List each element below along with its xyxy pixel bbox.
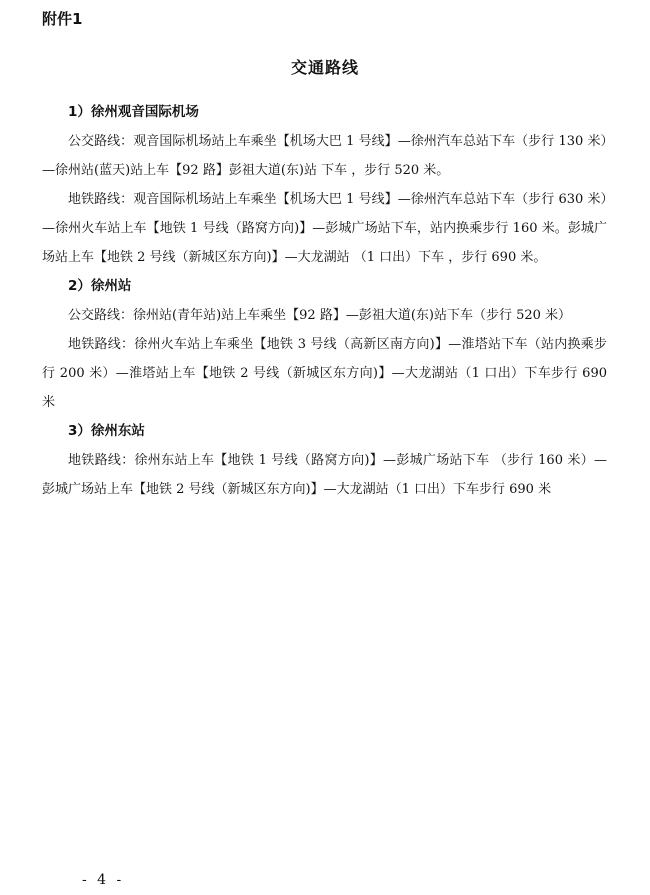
section-heading-xuzhou-east-station: 3）徐州东站 xyxy=(68,423,145,439)
airport-metro-route: 地铁路线：观音国际机场站上车乘坐【机场大巴 1 号线】—徐州汽车总站下车（步行 630 米）—徐州火车站上车【地铁 1 号线（路窝方向)】—彭城广场站下车，站内换乘步行 160 米。彭城广场站上车【地铁 2 号线（新城区东方向)】—大龙湖站 （1 口出）下车 ，步行 690 米。 xyxy=(42,192,607,265)
section-airport xyxy=(42,98,607,272)
page-number: - 4 - xyxy=(82,872,125,888)
attachment-label: 附件1 xyxy=(42,10,83,28)
xuzhou-station-bus-route: 公交路线：徐州站(青年站)站上车乘坐【92 路】—彭祖大道(东)站下车（步行 520 米） xyxy=(68,308,572,323)
document-title: 交通路线 xyxy=(290,58,359,77)
xuzhou-station-metro-route: 地铁路线：徐州火车站上车乘坐【地铁 3 号线（高新区南方向)】—淮塔站下车（站内换乘步行 200 米）—淮塔站上车【地铁 2 号线（新城区东方向)】—大龙湖站（1 口出）下车步行 690 米 xyxy=(42,337,607,410)
section-xuzhou-east-station xyxy=(42,417,607,504)
airport-bus-route: 公交路线：观音国际机场站上车乘坐【机场大巴 1 号线】—徐州汽车总站下车（步行 130 米）—徐州站(蓝天)站上车【92 路】彭祖大道(东)站 下车 ，步行 520 米。 xyxy=(42,134,607,178)
xuzhou-east-metro-route: 地铁路线：徐州东站上车【地铁 1 号线（路窝方向)】—彭城广场站下车 （步行 160 米）—彭城广场站上车【地铁 2 号线（新城区东方向)】—大龙湖站（1 口出）下车步行 690 米 xyxy=(42,453,607,497)
section-heading-airport: 1）徐州观音国际机场 xyxy=(68,104,199,120)
section-heading-xuzhou-station: 2）徐州站 xyxy=(68,278,132,294)
document-body xyxy=(42,98,607,504)
section-xuzhou-station xyxy=(42,272,607,417)
